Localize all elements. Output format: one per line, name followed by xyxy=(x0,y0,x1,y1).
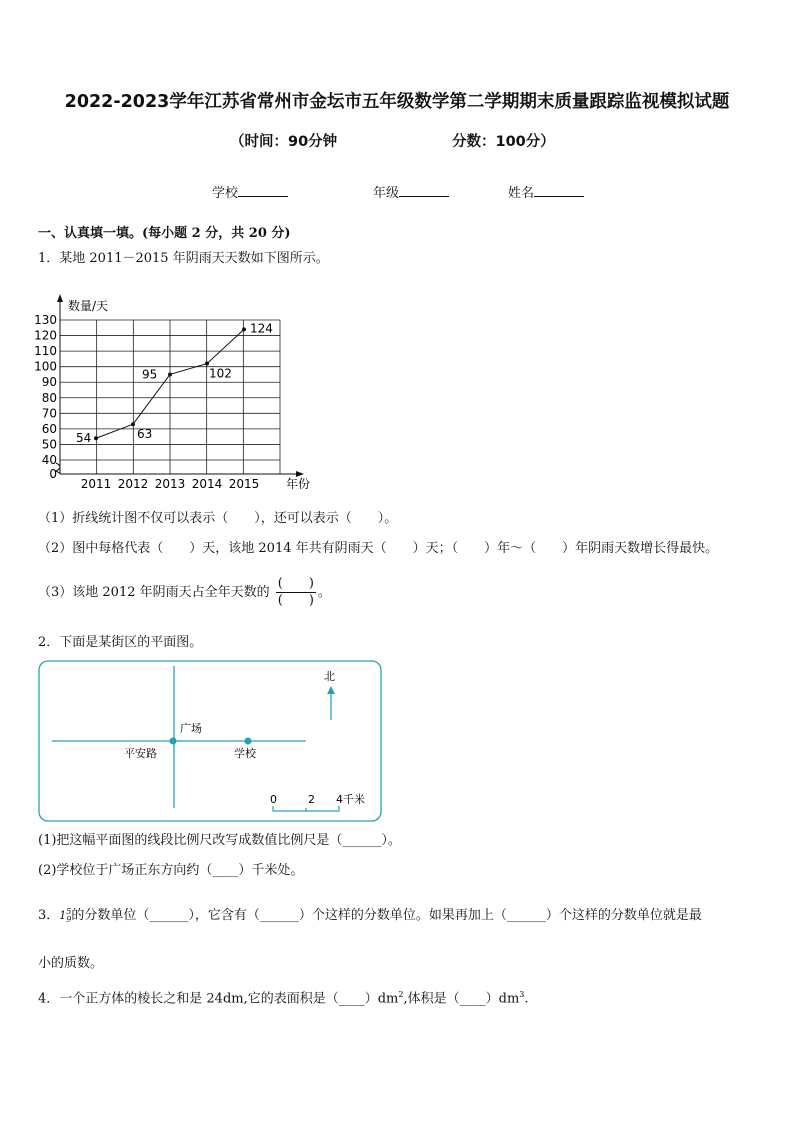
x-tick-label: 2012 xyxy=(117,477,149,491)
data-label: 102 xyxy=(209,366,232,381)
grade-blank[interactable] xyxy=(399,184,449,197)
q3-line2: 小的质数。 xyxy=(38,956,104,971)
mixed-denominator: 9 xyxy=(66,915,72,924)
mixed-whole: 1 xyxy=(59,909,67,922)
north-label: 北 xyxy=(324,670,335,683)
street-map xyxy=(38,660,382,822)
data-label: 124 xyxy=(250,321,273,336)
mixed-number xyxy=(59,909,71,922)
name-blank[interactable] xyxy=(534,184,584,197)
data-point xyxy=(205,362,209,366)
data-point xyxy=(242,327,246,331)
exam-score: 分数：100分） xyxy=(452,134,555,150)
q4-sup-b: 3 xyxy=(519,990,525,999)
grade-field xyxy=(373,182,449,201)
q4-text-c: . xyxy=(524,991,529,1007)
name-field xyxy=(508,182,584,201)
exam-time: （时间：90分钟 xyxy=(230,134,338,150)
grade-label: 年级 xyxy=(373,186,400,201)
y-tick-label: 120 xyxy=(34,328,57,343)
x-axis-title: 年份 xyxy=(286,477,311,491)
x-tick-label: 2014 xyxy=(191,477,223,491)
y-tick-label: 70 xyxy=(41,406,57,421)
y-tick-label: 40 xyxy=(41,453,57,467)
school-label: 学校 xyxy=(212,186,239,201)
q4-text-a: 4．一个正方体的棱长之和是 24dm,它的表面积是（____）dm xyxy=(38,991,399,1007)
q3-line1 xyxy=(38,907,702,925)
data-label: 54 xyxy=(76,431,92,446)
q3-number: 3． xyxy=(38,908,60,923)
page-title: 2022-2023学年江苏省常州市金坛市五年级数学第二学期期末质量跟踪监视模拟试题 xyxy=(64,92,730,112)
q1-stem: 1．某地 2011－2015 年阴雨天天数如下图所示。 xyxy=(38,251,329,266)
name-label: 姓名 xyxy=(508,186,535,201)
data-point xyxy=(131,422,135,426)
q2-sub1: (1)把这幅平面图的线段比例尺改写成数值比例尺是（______）。 xyxy=(38,833,401,848)
school-field xyxy=(212,182,288,201)
square-point xyxy=(170,738,177,745)
q4-text-b: ,体积是（____）dm xyxy=(403,991,520,1007)
y-tick-label: 130 xyxy=(34,313,57,327)
q4-sup-a: 2 xyxy=(398,990,404,999)
y-tick-label: 90 xyxy=(41,375,57,390)
square-label: 广场 xyxy=(180,722,202,735)
section-heading: 一、认真填一填。(每小题 2 分，共 20 分) xyxy=(38,226,291,241)
q1-sub3-end: 。 xyxy=(317,585,331,600)
x-tick-label: 2013 xyxy=(154,477,186,491)
school-blank[interactable] xyxy=(238,184,288,197)
data-label: 63 xyxy=(137,427,153,442)
y-axis-title: 数量/天 xyxy=(68,299,109,313)
data-label: 95 xyxy=(142,367,158,382)
y-tick-label: 80 xyxy=(41,390,57,405)
q1-sub3 xyxy=(38,576,331,609)
q3-text1: 的分数单位（______），它含有（______）个这样的分数单位。如果再加上（______）个这样的分数单位就是最 xyxy=(71,908,702,923)
data-point xyxy=(168,372,172,376)
x-tick-label: 2011 xyxy=(80,477,112,491)
scale-2-label: 2 xyxy=(308,793,315,806)
chart-plot xyxy=(34,294,310,491)
data-point xyxy=(94,436,98,440)
y-tick-label: 0 xyxy=(49,467,57,481)
y-tick-label: 110 xyxy=(34,344,57,359)
y-tick-label: 100 xyxy=(34,359,57,374)
north-arrowhead-icon xyxy=(327,686,335,694)
q1-sub1: （1）折线统计图不仅可以表示（ ），还可以表示（ ）。 xyxy=(38,511,398,526)
school-label: 学校 xyxy=(234,747,256,760)
y-axis-arrow-icon xyxy=(57,294,63,302)
mixed-numerator: 5 xyxy=(66,907,72,916)
x-tick-label: 2015 xyxy=(228,477,260,491)
road-label: 平安路 xyxy=(124,747,157,760)
q2-sub2: (2)学校位于广场正东方向约（____）千米处。 xyxy=(38,863,304,878)
rainy-days-line-chart xyxy=(30,290,330,495)
q1-sub3-text: （3）该地 2012 年阴雨天占全年天数的 xyxy=(38,585,270,600)
q4-line xyxy=(38,986,529,1008)
fraction-denominator: ( ) xyxy=(277,593,314,608)
q1-sub2: （2）图中每格代表（ ）天，该地 2014 年共有阴雨天（ ）天；（ ）年～（ ）年阴雨天数增长得最快。 xyxy=(38,541,719,556)
fraction-numerator: ( ) xyxy=(277,576,314,591)
scale-0-label: 0 xyxy=(270,793,277,806)
y-tick-label: 50 xyxy=(41,437,57,452)
scale-4-label: 4千米 xyxy=(336,793,365,806)
fraction-blank[interactable] xyxy=(276,576,316,609)
q2-stem: 2．下面是某街区的平面图。 xyxy=(38,635,203,650)
school-point xyxy=(245,738,252,745)
y-tick-label: 60 xyxy=(41,421,57,436)
